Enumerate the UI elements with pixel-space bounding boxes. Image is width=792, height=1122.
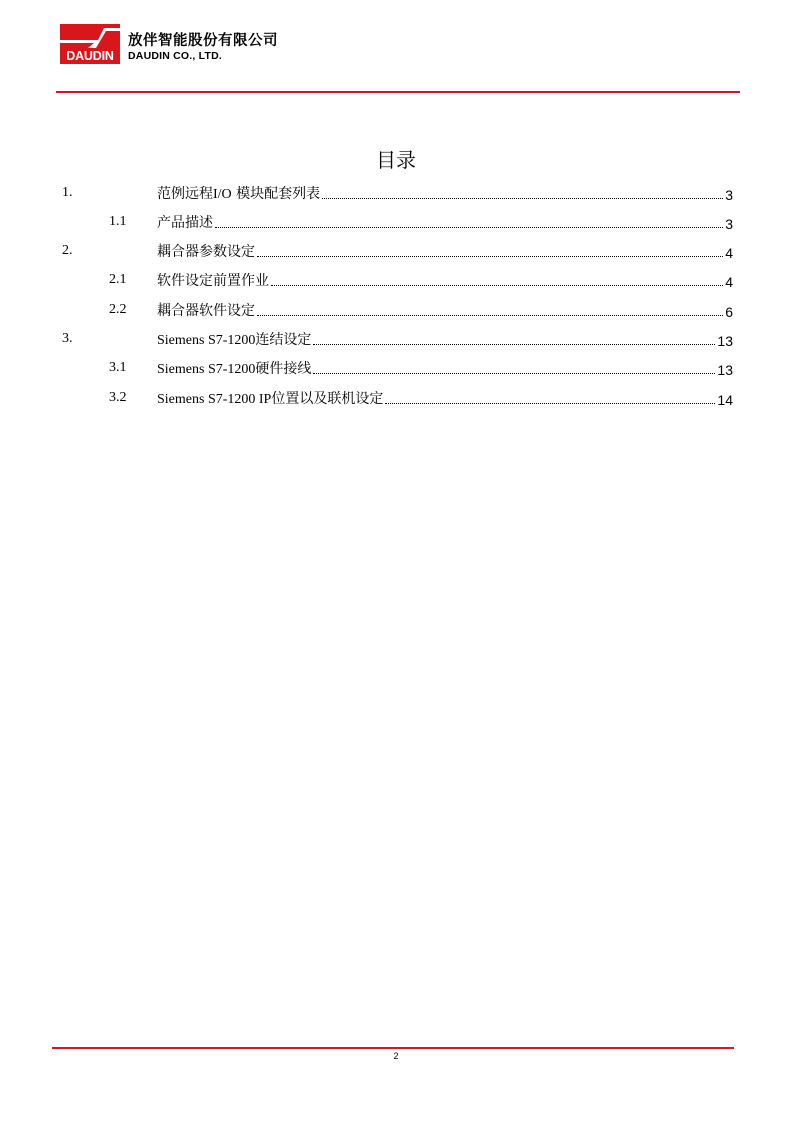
toc-entry-number: 3.1: [109, 360, 127, 375]
toc-entry-title[interactable]: 软件设定前置作业: [157, 273, 269, 289]
company-name-cn: 放伴智能股份有限公司: [128, 33, 278, 49]
toc-entry-number: 2.: [62, 243, 73, 258]
toc-entry[interactable]: [0, 183, 792, 205]
toc-entry-title[interactable]: Siemens S7-1200硬件接线: [157, 361, 312, 377]
toc-leader: [215, 226, 723, 228]
toc-entry-title[interactable]: 产品描述: [157, 215, 213, 231]
toc-entry-page: 13: [717, 362, 733, 378]
toc-entry-page: 13: [717, 333, 733, 349]
company-name-en: DAUDIN CO., LTD.: [128, 50, 222, 62]
toc-entry-number: 2.2: [109, 302, 127, 317]
toc-entry-number: 3.2: [109, 390, 127, 405]
toc-leader: [313, 343, 715, 345]
toc-entry-number: 3.: [62, 331, 73, 346]
logo-wordmark: DAUDIN: [60, 48, 120, 64]
toc-entry[interactable]: [0, 358, 792, 380]
toc-leader: [385, 402, 715, 404]
toc-entry-number: 1.1: [109, 214, 127, 229]
toc-entry-page: 6: [725, 304, 733, 320]
toc-entry-page: 3: [725, 216, 733, 232]
toc-leader: [257, 255, 723, 257]
toc-entry[interactable]: [0, 270, 792, 292]
toc-entry[interactable]: [0, 212, 792, 234]
footer-divider: [52, 1047, 734, 1049]
toc-entry[interactable]: [0, 388, 792, 410]
toc-leader: [257, 314, 723, 316]
toc-leader: [271, 284, 723, 286]
toc-leader: [322, 197, 723, 199]
toc-leader: [313, 372, 715, 374]
toc-entry-title[interactable]: 耦合器软件设定: [157, 303, 255, 319]
toc-entry-number: 1.: [62, 185, 73, 200]
toc-entry-page: 4: [725, 245, 733, 261]
header-divider: [56, 91, 740, 93]
toc-entry[interactable]: [0, 241, 792, 263]
toc-entry-page: 14: [717, 392, 733, 408]
toc-entry-title[interactable]: Siemens S7-1200 IP位置以及联机设定: [157, 391, 384, 407]
toc-entry-title[interactable]: Siemens S7-1200连结设定: [157, 332, 312, 348]
toc-entry-page: 3: [725, 187, 733, 203]
toc-entry-title[interactable]: 耦合器参数设定: [157, 244, 255, 260]
toc-entry-title[interactable]: 范例远程I/O 模块配套列表: [157, 186, 321, 202]
toc-entry-number: 2.1: [109, 272, 127, 287]
toc-entry[interactable]: [0, 329, 792, 351]
toc-entry[interactable]: [0, 300, 792, 322]
toc-title: 目录: [376, 148, 416, 172]
toc-entry-page: 4: [725, 274, 733, 290]
page-number: 2: [393, 1051, 399, 1061]
